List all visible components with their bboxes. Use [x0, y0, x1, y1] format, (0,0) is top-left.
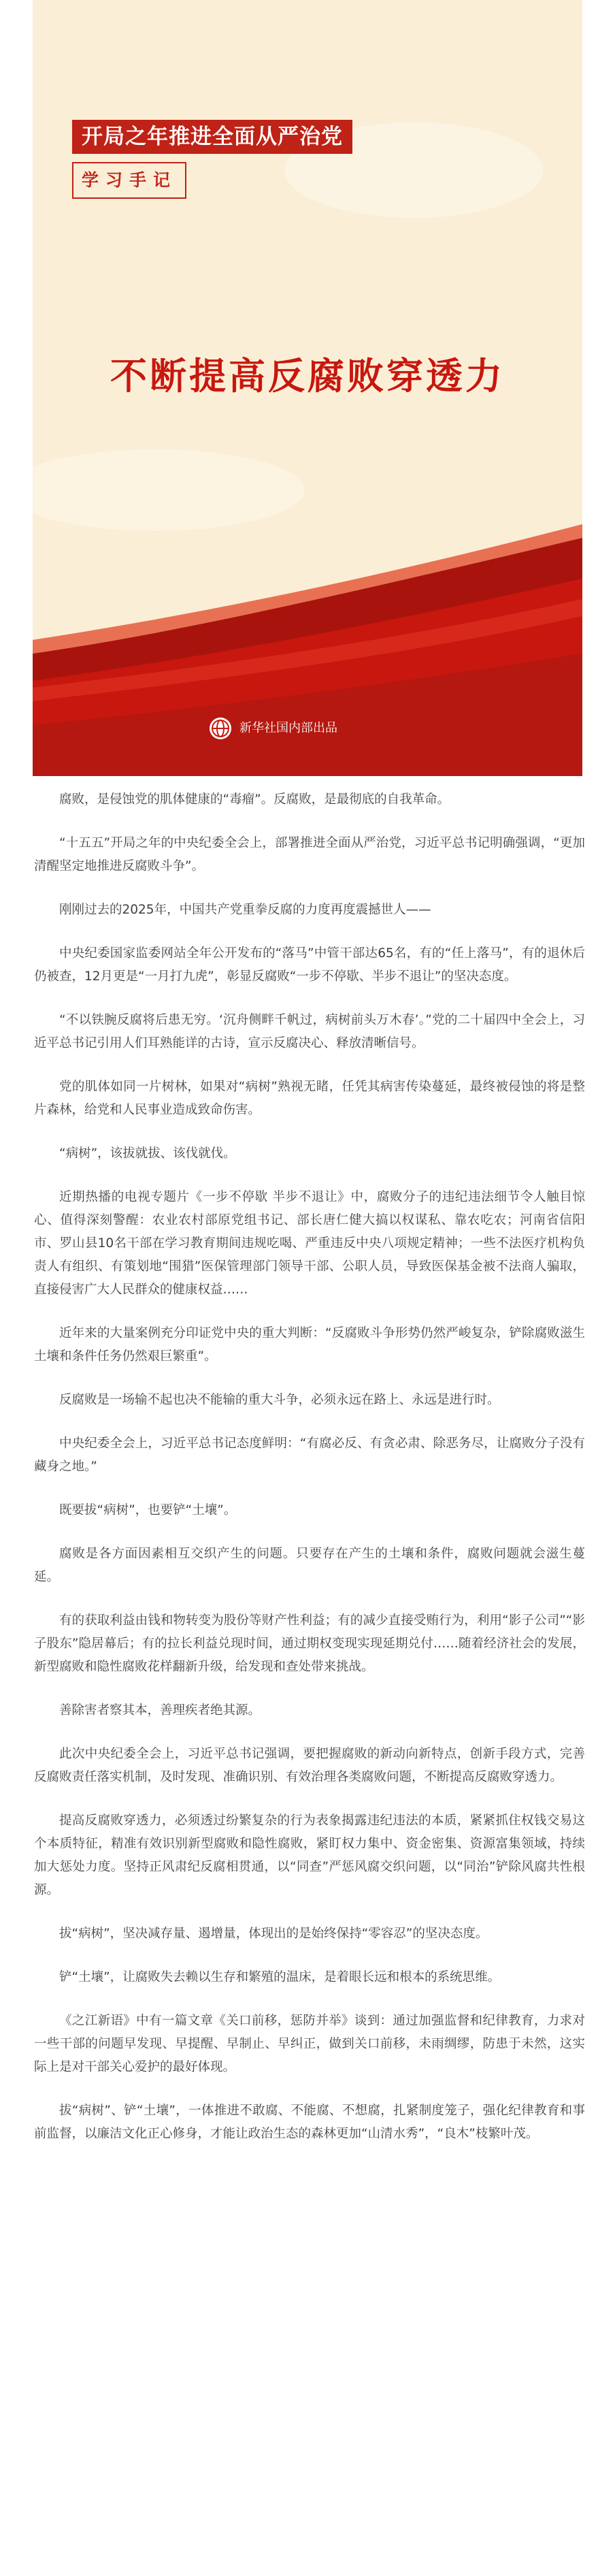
article-paragraph: “不以铁腕反腐将后患无穷。‘沉舟侧畔千帆过，病树前头万木春’。”党的二十届四中全会上，习近平总书记引用人们耳熟能详的古诗，宣示反腐决心、释放清晰信号。: [34, 1013, 585, 1050]
xinhua-globe-logo-icon: [208, 716, 233, 741]
header-poster: [33, 0, 582, 776]
producer-credit: 新华社国内部出品: [239, 721, 337, 735]
article-paragraph: 反腐败是一场输不起也决不能输的重大斗争，必须永远在路上、永远是进行时。: [59, 1393, 500, 1407]
article-paragraph: 腐败是各方面因素相互交织产生的问题。只要存在产生的土壤和条件，腐败问题就会滋生蔓延。: [34, 1547, 585, 1584]
article-paragraph: “十五五”开局之年的中央纪委全会上，部署推进全面从严治党，习近平总书记明确强调，“更加清醒坚定地推进反腐败斗争”。: [34, 836, 585, 873]
article-paragraph: 党的肌体如同一片树林，如果对“病树”熟视无睹，任凭其病害传染蔓延，最终被侵蚀的将是整片森林，给党和人民事业造成致命伤害。: [34, 1080, 585, 1117]
article-paragraph: 中央纪委国家监委网站全年公开发布的“落马”中管干部达65名，有的“任上落马”，有的退休后仍被查，12月更是“一月打九虎”，彰显反腐败“一步不停歇、半步不退让”的坚决态度。: [34, 946, 585, 984]
article-paragraph: 近期热播的电视专题片《一步不停歇 半步不退让》中，腐败分子的违纪违法细节令人触目惊心、值得深刻警醒：农业农村部原党组书记、部长唐仁健大搞以权谋私、靠农吃农；河南省信阳市、罗山县10名干部在学习教育期间违规吃喝、严重违反中央八项规定精神；一些不法医疗机构负责人有组织、有策划地“围猎”医保管理部门领导干部、公职人员，导致医保基金被不法商人骗取，直接侵害广大人民群众的健康权益……: [34, 1190, 585, 1297]
series-title-banner: 开局之年推进全面从严治党: [72, 120, 352, 154]
article-paragraph: 中央纪委全会上，习近平总书记态度鲜明：“有腐必反、有贪必肃、除恶务尽，让腐败分子没有藏身之地。”: [34, 1436, 585, 1474]
article-paragraph: 拔“病树”，坚决减存量、遏增量，体现出的是始终保持“零容忍”的坚决态度。: [59, 1927, 488, 1941]
article-paragraph: 拔“病树”、铲“土壤”，一体推进不敢腐、不能腐、不想腐，扎紧制度笼子，强化纪律教育和事前监督，以廉洁文化正心修身，才能让政治生态的森林更加“山清水秀”，“良木”枝繁叶茂。: [34, 2104, 585, 2141]
study-notes-label: 学习手记: [72, 162, 186, 199]
article-paragraph: 善除害者察其本，善理疾者绝其源。: [59, 1703, 261, 1718]
article-title: 不断提高反腐败穿透力: [110, 354, 505, 398]
article-paragraph: 铲“土壤”，让腐败失去赖以生存和繁殖的温床，是着眼长远和根本的系统思维。: [59, 1970, 501, 1984]
article-paragraph: 刚刚过去的2025年，中国共产党重拳反腐的力度再度震撼世人——: [59, 903, 431, 917]
article-paragraph: 提高反腐败穿透力，必须透过纷繁复杂的行为表象揭露违纪违法的本质，紧紧抓住权钱交易这个本质特征，精准有效识别新型腐败和隐性腐败，紧盯权力集中、资金密集、资源富集领域，持续加大惩处力度。坚持正风肃纪反腐相贯通，以“同查”严惩风腐交织问题，以“同治”铲除风腐共性根源。: [34, 1814, 585, 1897]
article-paragraph: “病树”，该拔就拔、该伐就伐。: [59, 1146, 236, 1161]
article-paragraph: 近年来的大量案例充分印证党中央的重大判断：“反腐败斗争形势仍然严峻复杂，铲除腐败滋生土壤和条件任务仍然艰巨繁重”。: [34, 1326, 585, 1364]
article-paragraph: 有的获取利益由钱和物转变为股份等财产性利益；有的减少直接受贿行为，利用“影子公司”“影子股东”隐居幕后；有的拉长利益兑现时间，通过期权变现实现延期兑付……随着经济社会的发展，新型腐败和隐性腐败花样翻新升级，给发现和查处带来挑战。: [34, 1613, 585, 1674]
article-paragraph: 腐败，是侵蚀党的肌体健康的“毒瘤”。反腐败，是最彻底的自我革命。: [59, 792, 450, 807]
article-paragraph: 《之江新语》中有一篇文章《关口前移，惩防并举》谈到：通过加强监督和纪律教育，力求对一些干部的问题早发现、早提醒、早制止、早纠正，做到关口前移，未雨绸缪，防患于未然，这实际上是对干部关心爱护的最好体现。: [34, 2014, 585, 2074]
article-paragraph: 既要拔“病树”，也要铲“土壤”。: [59, 1503, 237, 1517]
article-paragraph: 此次中央纪委全会上，习近平总书记强调，要把握腐败的新动向新特点，创新手段方式，完善反腐败责任落实机制，及时发现、准确识别、有效治理各类腐败问题，不断提高反腐败穿透力。: [34, 1747, 585, 1784]
article-body: [33, 788, 585, 2166]
